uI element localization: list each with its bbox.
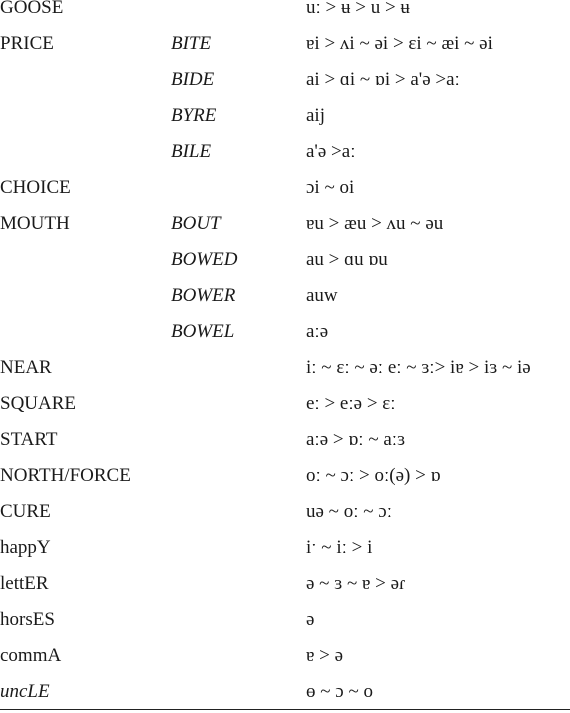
table-row bbox=[0, 26, 570, 62]
sub-set-label: BIDE bbox=[171, 69, 215, 90]
table-row bbox=[0, 458, 570, 494]
table-row bbox=[0, 170, 570, 206]
table-row bbox=[0, 638, 570, 674]
table-row bbox=[0, 350, 570, 386]
lexical-set-label: START bbox=[0, 429, 58, 450]
transcription: ɐ > ə bbox=[306, 645, 344, 666]
table-row bbox=[0, 62, 570, 98]
transcription: aːə > ɒː ~ aːɜ bbox=[306, 429, 406, 450]
sub-set-label: BILE bbox=[171, 141, 212, 162]
lexical-set-label: CHOICE bbox=[0, 177, 71, 198]
transcription: aij bbox=[306, 105, 325, 126]
lexical-set-label: happY bbox=[0, 537, 51, 558]
transcription: iː ~ ɛː ~ əː eː ~ ɜː> iɐ > iɜ ~ iə bbox=[306, 357, 531, 378]
table-row bbox=[0, 602, 570, 638]
transcription: uə ~ oː ~ ɔː bbox=[306, 501, 392, 522]
lexical-set-label: SQUARE bbox=[0, 393, 77, 414]
lexical-set-label: CURE bbox=[0, 501, 51, 522]
table-row bbox=[0, 674, 570, 710]
lexical-set-label: horsES bbox=[0, 609, 55, 630]
transcription: eː > eːə > ɛː bbox=[306, 393, 396, 414]
transcription: uː > ʉ > u > ʉ bbox=[306, 0, 410, 18]
transcription: ə bbox=[306, 609, 315, 630]
table-row bbox=[0, 566, 570, 602]
table-row bbox=[0, 530, 570, 566]
transcription: ə ~ ɜ ~ ɐ > əɾ bbox=[306, 573, 406, 594]
transcription: aːə bbox=[306, 321, 329, 342]
lexical-set-label: GOOSE bbox=[0, 0, 64, 18]
table-row bbox=[0, 494, 570, 530]
transcription: ɔi ~ oi bbox=[306, 177, 355, 198]
sub-set-label: BOWER bbox=[171, 285, 236, 306]
table-row bbox=[0, 422, 570, 458]
lexical-set-label: lettER bbox=[0, 573, 49, 594]
table-row bbox=[0, 386, 570, 422]
sub-set-label: BOWED bbox=[171, 249, 238, 270]
transcription: iˑ ~ iː > i bbox=[306, 537, 373, 558]
table-bottom-rule bbox=[0, 709, 570, 710]
sub-set-label: BOUT bbox=[171, 213, 221, 234]
table-row bbox=[0, 242, 570, 278]
lexical-set-label: NEAR bbox=[0, 357, 52, 378]
transcription: a'ə >aː bbox=[306, 141, 356, 162]
table-row bbox=[0, 0, 570, 26]
transcription: ɐu > æu > ʌu ~ əu bbox=[306, 213, 444, 234]
transcription: au > ɑu ɒu bbox=[306, 249, 388, 270]
sub-set-label: BOWEL bbox=[171, 321, 235, 342]
lexical-set-label: commA bbox=[0, 645, 62, 666]
table-row bbox=[0, 134, 570, 170]
sub-set-label: BITE bbox=[171, 33, 212, 54]
lexical-set-label: uncLE bbox=[0, 681, 50, 702]
transcription: ɐi > ʌi ~ əi > ɛi ~ æi ~ əi bbox=[306, 33, 493, 54]
table-row bbox=[0, 314, 570, 350]
transcription: ai > ɑi ~ ɒi > a'ə >aː bbox=[306, 69, 460, 90]
table-row bbox=[0, 278, 570, 314]
table-row bbox=[0, 206, 570, 242]
lexical-set-label: NORTH/FORCE bbox=[0, 465, 131, 486]
lexical-set-label: MOUTH bbox=[0, 213, 70, 234]
transcription: oː ~ ɔː > oː(ə) > ɒ bbox=[306, 465, 441, 486]
lexical-set-label: PRICE bbox=[0, 33, 54, 54]
table-row bbox=[0, 98, 570, 134]
sub-set-label: BYRE bbox=[171, 105, 217, 126]
transcription: ɵ ~ ɔ ~ o bbox=[306, 681, 373, 702]
transcription: auw bbox=[306, 285, 338, 306]
